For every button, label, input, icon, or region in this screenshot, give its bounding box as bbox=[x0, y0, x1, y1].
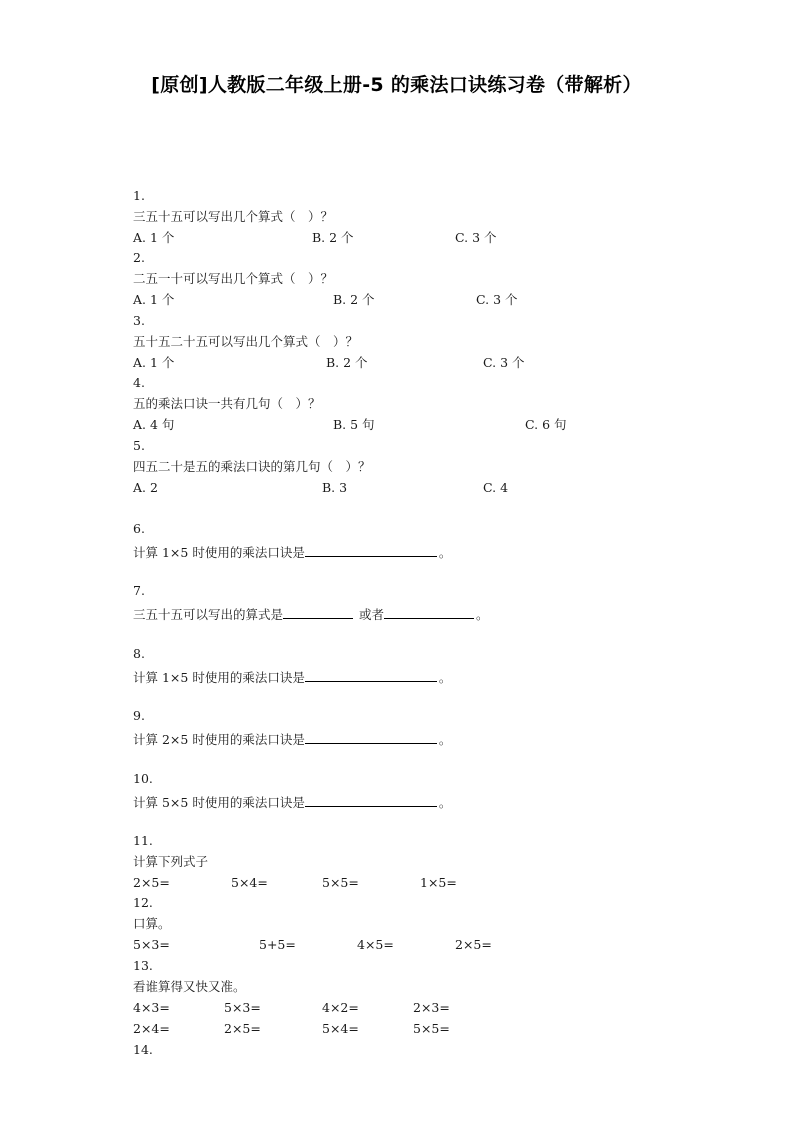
fill-blank-question bbox=[133, 667, 451, 686]
fill-blank-question bbox=[133, 604, 489, 623]
calc-item: 2×3= bbox=[413, 1000, 450, 1015]
question-number: 14. bbox=[133, 1042, 153, 1057]
question-number: 12. bbox=[133, 895, 153, 910]
calc-item: 4×2= bbox=[322, 1000, 359, 1015]
answer-blank[interactable] bbox=[305, 792, 437, 807]
option-a: A. 4 句 bbox=[133, 417, 175, 432]
question-text: 口算。 bbox=[133, 916, 171, 931]
calc-item: 5×4= bbox=[231, 875, 268, 890]
question-text: 四五二十是五的乘法口诀的第几句（ ）？ bbox=[133, 459, 371, 474]
option-c: C. 3 个 bbox=[476, 292, 518, 307]
period: 。 bbox=[438, 670, 452, 685]
question-text: 看谁算得又快又准。 bbox=[133, 979, 246, 994]
question-text: 二五一十可以写出几个算式（ ）？ bbox=[133, 271, 334, 286]
question-number: 13. bbox=[133, 958, 153, 973]
calc-item: 5×3= bbox=[224, 1000, 261, 1015]
question-number: 4. bbox=[133, 375, 145, 390]
option-c: C. 3 个 bbox=[483, 355, 525, 370]
question-number: 11. bbox=[133, 833, 153, 848]
question-number: 6. bbox=[133, 521, 145, 536]
question-text: 五的乘法口诀一共有几句（ ）？ bbox=[133, 396, 321, 411]
calc-item: 5×4= bbox=[322, 1021, 359, 1036]
calc-item: 2×5= bbox=[133, 875, 170, 890]
calc-item: 2×5= bbox=[455, 937, 492, 952]
option-a: A. 2 bbox=[133, 480, 158, 495]
question-text: 三五十五可以写出几个算式（ ）？ bbox=[133, 209, 334, 224]
option-b: B. 2 个 bbox=[333, 292, 375, 307]
option-c: C. 6 句 bbox=[525, 417, 567, 432]
option-a: A. 1 个 bbox=[133, 292, 175, 307]
document-title: [原创]人教版二年级上册-5 的乘法口诀练习卷（带解析） bbox=[151, 74, 642, 96]
question-text: 三五十五可以写出的算式是 bbox=[133, 607, 284, 622]
question-number: 5. bbox=[133, 438, 145, 453]
question-number: 1. bbox=[133, 188, 145, 203]
question-number: 7. bbox=[133, 583, 145, 598]
question-number: 9. bbox=[133, 708, 145, 723]
period: 。 bbox=[438, 732, 452, 747]
question-text: 计算 1×5 时使用的乘法口诀是 bbox=[133, 670, 305, 685]
calc-item: 5×5= bbox=[322, 875, 359, 890]
period: 。 bbox=[438, 795, 452, 810]
question-text: 计算 5×5 时使用的乘法口诀是 bbox=[133, 795, 305, 810]
calc-item: 5×5= bbox=[413, 1021, 450, 1036]
calc-item: 5×3= bbox=[133, 937, 170, 952]
option-a: A. 1 个 bbox=[133, 230, 175, 245]
question-number: 2. bbox=[133, 250, 145, 265]
calc-item: 2×5= bbox=[224, 1021, 261, 1036]
option-b: B. 5 句 bbox=[333, 417, 375, 432]
calc-item: 4×5= bbox=[357, 937, 394, 952]
question-text: 计算 1×5 时使用的乘法口诀是 bbox=[133, 545, 305, 560]
question-text: 五十五二十五可以写出几个算式（ ）？ bbox=[133, 334, 359, 349]
connector-text: 或者 bbox=[359, 607, 385, 622]
question-number: 8. bbox=[133, 646, 145, 661]
option-c: C. 3 个 bbox=[455, 230, 497, 245]
option-c: C. 4 bbox=[483, 480, 509, 495]
answer-blank[interactable] bbox=[283, 604, 353, 619]
calc-item: 2×4= bbox=[133, 1021, 170, 1036]
fill-blank-question bbox=[133, 792, 451, 811]
answer-blank[interactable] bbox=[305, 729, 437, 744]
question-text: 计算 2×5 时使用的乘法口诀是 bbox=[133, 732, 305, 747]
question-number: 3. bbox=[133, 313, 145, 328]
option-b: B. 2 个 bbox=[312, 230, 354, 245]
option-b: B. 3 bbox=[322, 480, 348, 495]
answer-blank[interactable] bbox=[305, 667, 437, 682]
calc-item: 4×3= bbox=[133, 1000, 170, 1015]
period: 。 bbox=[438, 545, 452, 560]
period: 。 bbox=[476, 607, 489, 622]
answer-blank[interactable] bbox=[384, 604, 474, 619]
fill-blank-question bbox=[133, 729, 451, 748]
calc-item: 1×5= bbox=[420, 875, 457, 890]
fill-blank-question bbox=[133, 542, 451, 561]
option-a: A. 1 个 bbox=[133, 355, 175, 370]
question-text: 计算下列式子 bbox=[133, 854, 209, 869]
answer-blank[interactable] bbox=[305, 542, 437, 557]
question-number: 10. bbox=[133, 771, 153, 786]
calc-item: 5+5= bbox=[259, 937, 296, 952]
option-b: B. 2 个 bbox=[326, 355, 368, 370]
